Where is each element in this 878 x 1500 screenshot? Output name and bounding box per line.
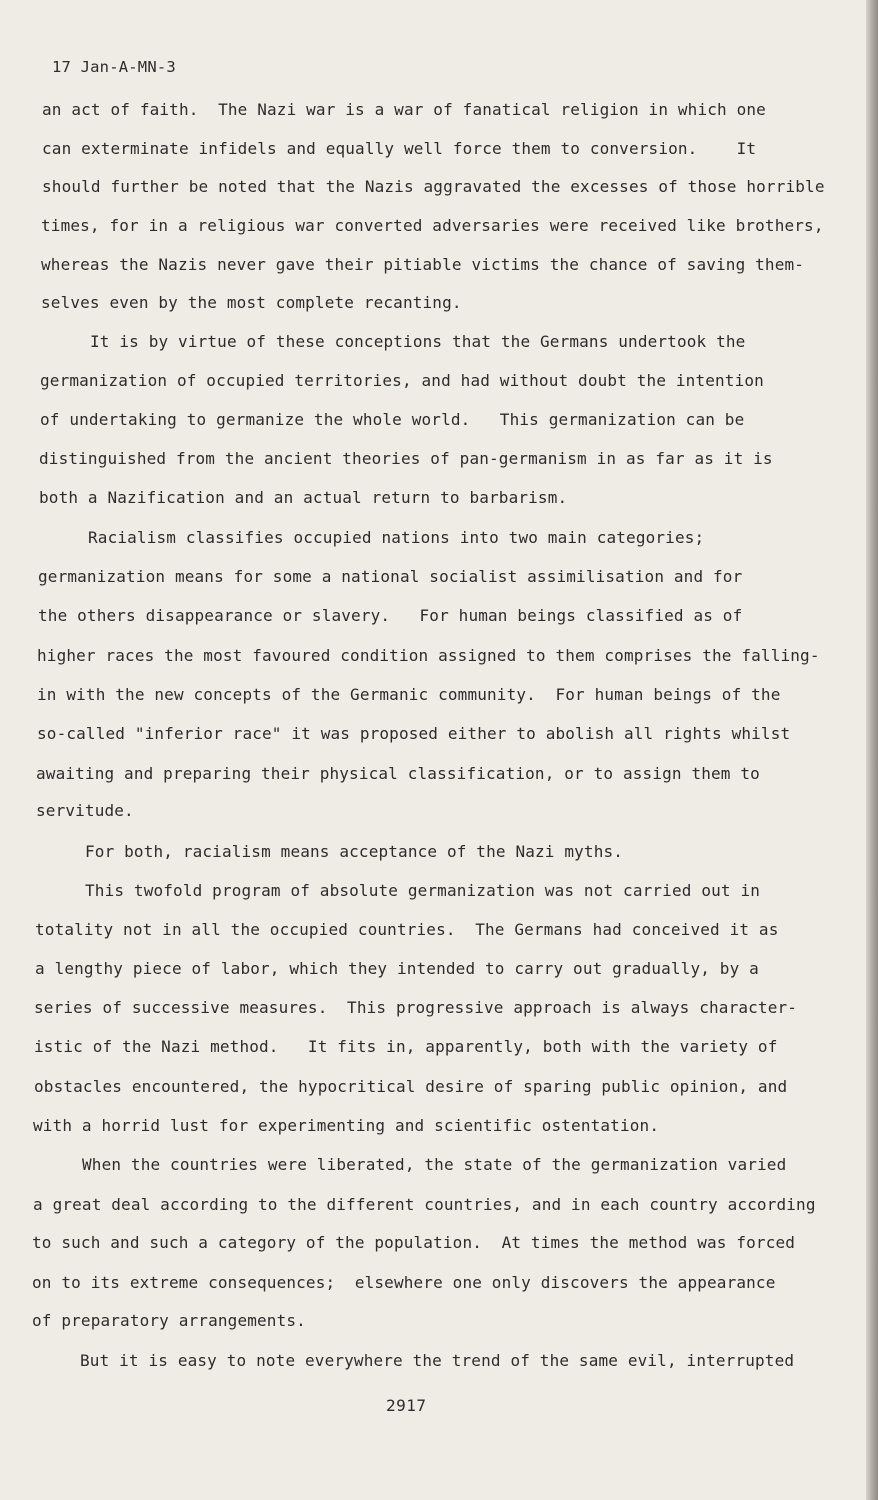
text-line: the others disappearance or slavery. For human beings classified as of [38,606,743,625]
text-line: But it is easy to note everywhere the trend of the same evil, interrupted [80,1351,795,1370]
text-line: a lengthy piece of labor, which they intended to carry out gradually, by a [35,959,759,978]
text-line: with a horrid lust for experimenting and scientific ostentation. [33,1116,660,1135]
text-line: servitude. [36,801,134,820]
text-line: This twofold program of absolute germanization was not carried out in [85,881,761,900]
text-line: totality not in all the occupied countries. The Germans had conceived it as [35,920,779,939]
text-line: Racialism classifies occupied nations into two main categories; [88,528,705,547]
page-number: 2917 [386,1396,427,1415]
text-line: both a Nazification and an actual return to barbarism. [39,488,568,507]
text-line: It is by virtue of these conceptions that the Germans undertook the [90,332,746,351]
text-line: a great deal according to the different countries, and in each country according [33,1195,816,1214]
text-line: whereas the Nazis never gave their pitiable victims the chance of saving them- [41,255,805,274]
text-line: higher races the most favoured condition assigned to them comprises the falling- [37,646,820,665]
text-line: an act of faith. The Nazi war is a war of fanatical religion in which one [42,100,766,119]
text-line: For both, racialism means acceptance of the Nazi myths. [85,842,624,861]
text-line: selves even by the most complete recanting. [41,293,462,312]
text-line: When the countries were liberated, the state of the germanization varied [82,1155,787,1174]
text-line: of preparatory arrangements. [32,1311,306,1330]
page-edge [866,0,878,1500]
text-line: awaiting and preparing their physical classification, or to assign them to [36,764,760,783]
text-line: can exterminate infidels and equally well force them to conversion. It [42,139,757,158]
text-line: so-called "inferior race" it was proposed either to abolish all rights whilst [37,724,791,743]
text-line: series of successive measures. This progressive approach is always character- [34,998,798,1017]
text-line: in with the new concepts of the Germanic community. For human beings of the [37,685,781,704]
text-line: obstacles encountered, the hypocritical desire of sparing public opinion, and [34,1077,788,1096]
text-line: germanization means for some a national socialist assimilisation and for [38,567,743,586]
text-line: germanization of occupied territories, and had without doubt the intention [40,371,764,390]
text-line: should further be noted that the Nazis aggravated the excesses of those horrible [42,177,825,196]
text-line: on to its extreme consequences; elsewhere one only discovers the appearance [32,1273,776,1292]
text-line: of undertaking to germanize the whole world. This germanization can be [40,410,745,429]
text-line: istic of the Nazi method. It fits in, apparently, both with the variety of [34,1037,778,1056]
text-line: to such and such a category of the population. At times the method was forced [32,1233,796,1252]
document-reference: 17 Jan-A-MN-3 [52,58,176,76]
text-line: distinguished from the ancient theories of pan-germanism in as far as it is [39,449,773,468]
text-line: times, for in a religious war converted adversaries were received like brothers, [41,216,824,235]
